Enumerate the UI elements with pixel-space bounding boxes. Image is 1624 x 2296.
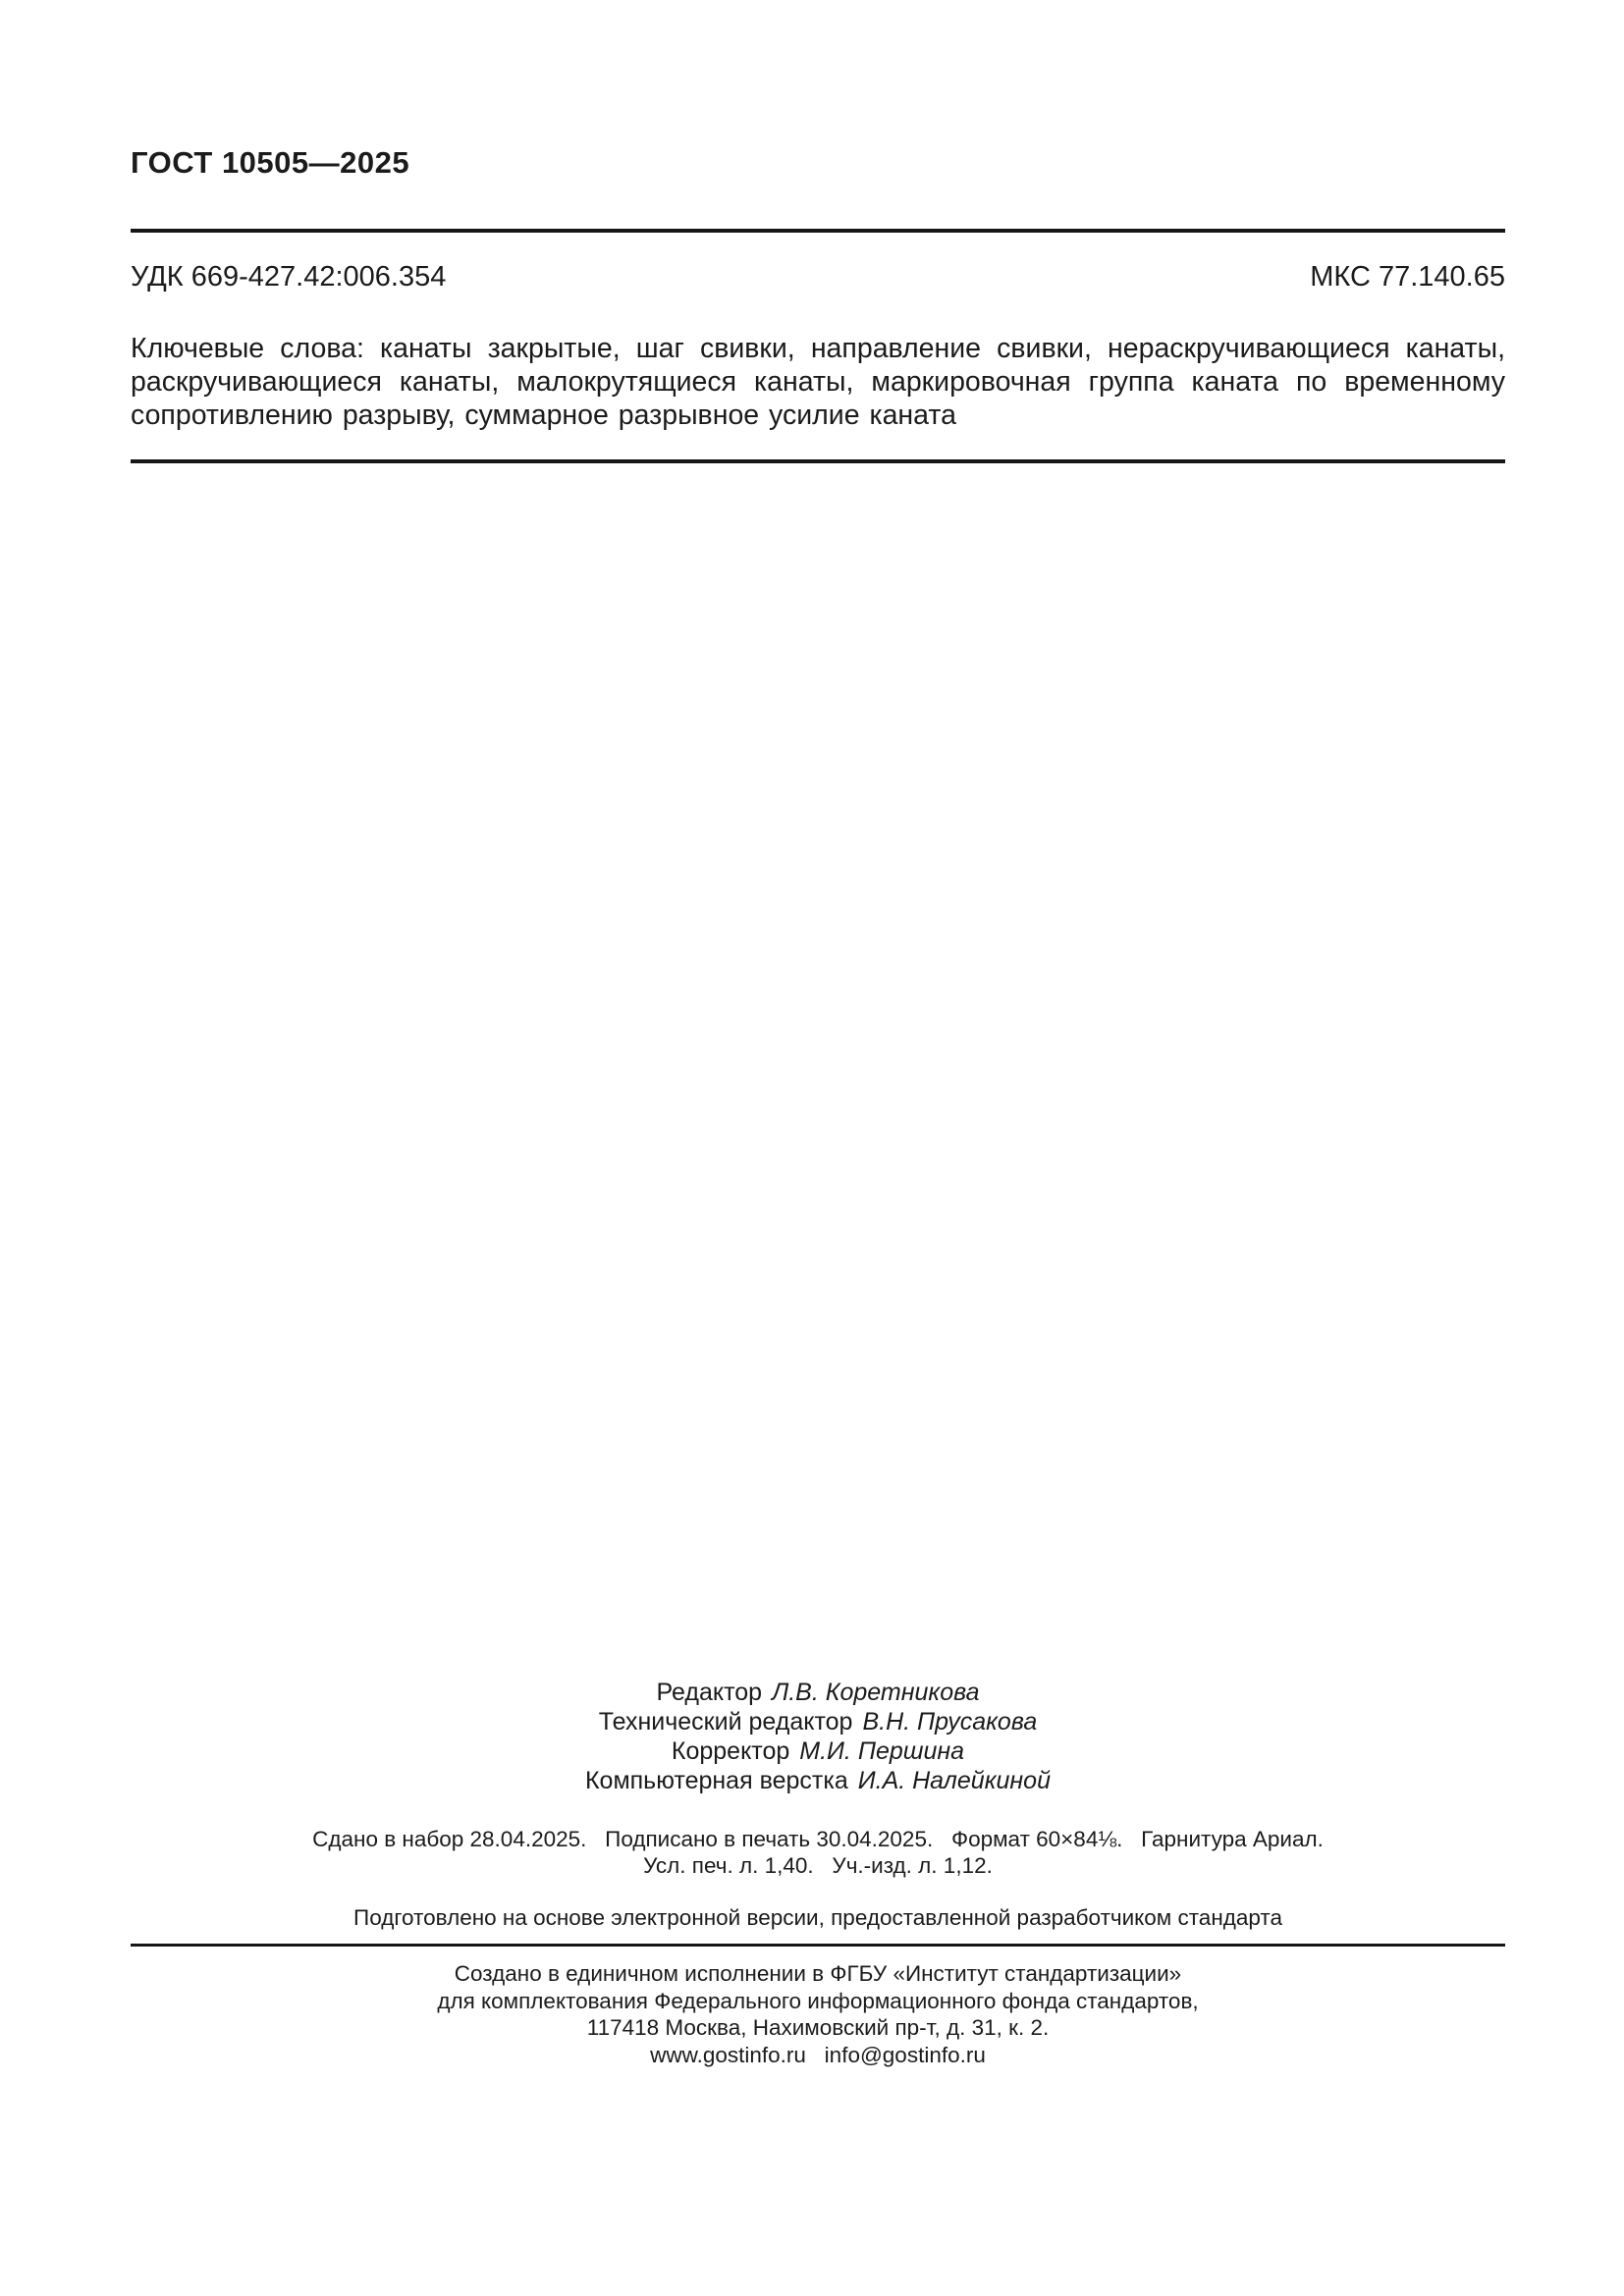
- imprint-line-sheets: Усл. печ. л. 1,40. Уч.-изд. л. 1,12.: [643, 1853, 993, 1878]
- credit-name: В.Н. Прусакова: [862, 1708, 1038, 1735]
- credit-name: И.А. Налейкиной: [857, 1767, 1051, 1794]
- credit-name: Л.В. Коретникова: [772, 1679, 980, 1706]
- publisher-line-address: 117418 Москва, Нахимовский пр-т, д. 31, к. 2.: [586, 2015, 1050, 2040]
- publisher-line-purpose: для комплектования Федерального информационного фонда стандартов,: [437, 1988, 1199, 2013]
- credit-line-layout: [131, 1766, 1505, 1795]
- credit-name: М.И. Першина: [799, 1737, 965, 1765]
- credit-role: Корректор: [671, 1737, 790, 1765]
- imprint-line-dates-format: Сдано в набор 28.04.2025. Подписано в печать 30.04.2025. Формат 60×84⅛. Гарнитура Ариал.: [312, 1827, 1324, 1851]
- credit-role: Редактор: [656, 1679, 763, 1706]
- classification-row: [131, 261, 1505, 294]
- doc-code-header: ГОСТ 10505—2025: [131, 145, 410, 180]
- horizontal-rule-top: [131, 229, 1505, 233]
- credit-role: Технический редактор: [598, 1708, 853, 1735]
- imprint-block: [131, 1826, 1505, 1879]
- credits-block: [131, 1678, 1505, 1795]
- credit-line-editor: [131, 1678, 1505, 1707]
- credit-role: Компьютерная верстка: [584, 1767, 848, 1794]
- horizontal-rule-publisher: [131, 1944, 1505, 1947]
- credit-line-corrector: [131, 1736, 1505, 1766]
- keywords-paragraph: Ключевые слова: канаты закрытые, шаг свивки, направление свивки, нераскручивающиеся канаты, раскручивающиеся канаты, малокрутящиеся канаты, маркировочная группа каната по временному сопротивлению разрыву, суммарное разрывное усилие каната: [131, 333, 1505, 431]
- publisher-line-contacts: www.gostinfo.ru info@gostinfo.ru: [650, 2042, 986, 2067]
- credit-line-technical-editor: [131, 1707, 1505, 1736]
- horizontal-rule-keywords: [131, 459, 1505, 463]
- udk-code: УДК 669-427.42:006.354: [131, 261, 447, 293]
- mks-code: МКС 77.140.65: [1310, 261, 1505, 293]
- publisher-line-institution: Создано в единичном исполнении в ФГБУ «Институт стандартизации»: [454, 1961, 1182, 1986]
- publisher-block: [131, 1960, 1505, 2068]
- prepared-note: Подготовлено на основе электронной версии, предоставленной разработчиком стандарта: [353, 1905, 1282, 1930]
